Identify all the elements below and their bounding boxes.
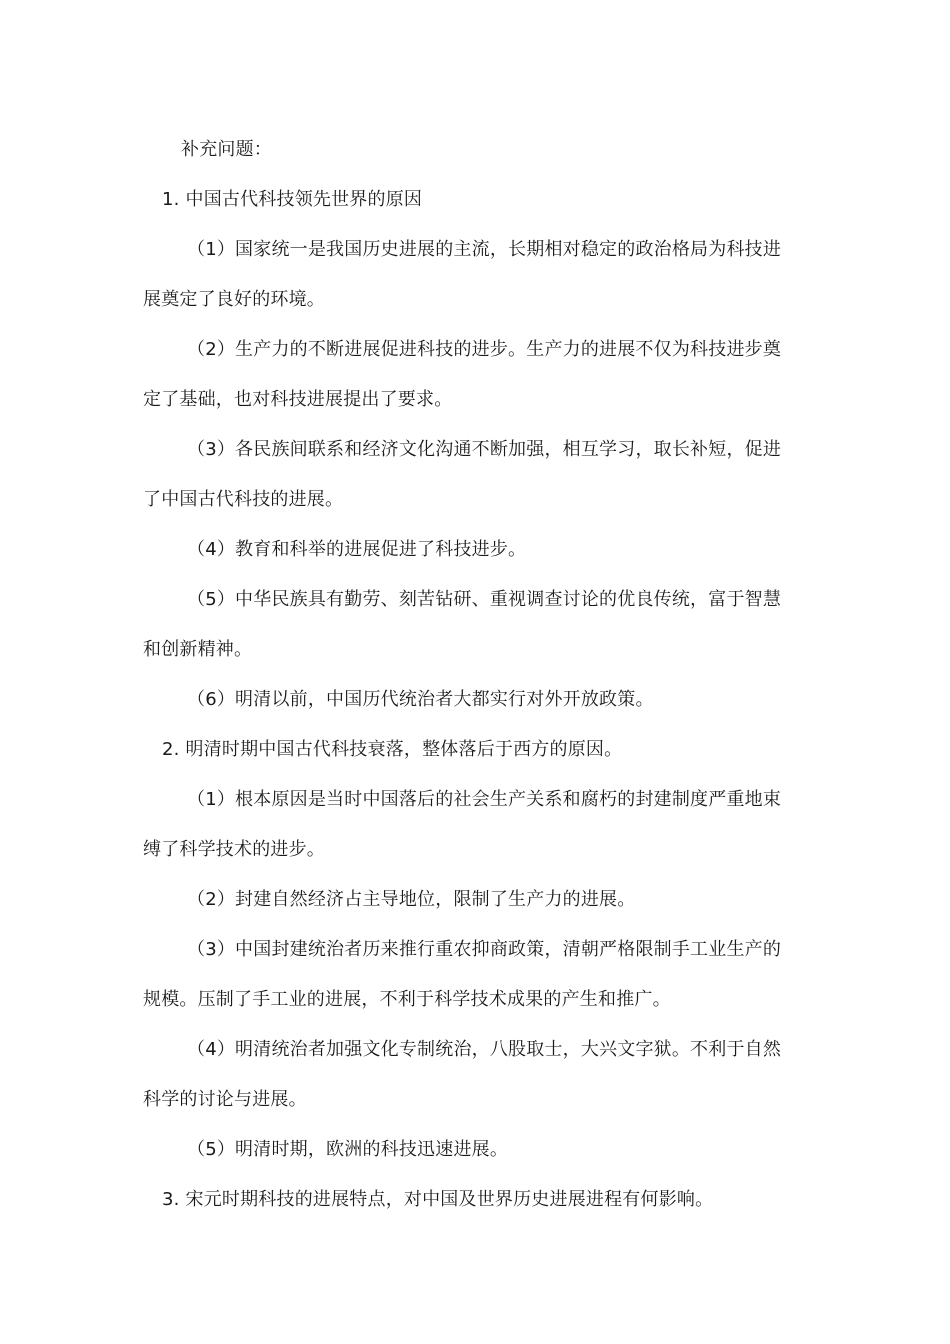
item-line-continued: 科学的讨论与进展。 xyxy=(143,1089,307,1110)
item-line: （5）中华民族具有勤劳、刻苦钻研、重视调查讨论的优良传统，富于智慧 xyxy=(187,589,782,610)
section-title: 3. 宋元时期科技的进展特点，对中国及世界历史进展进程有何影响。 xyxy=(162,1189,714,1210)
item-line: （4）教育和科举的进展促进了科技进步。 xyxy=(187,539,527,560)
item-line: （3）中国封建统治者历来推行重农抑商政策，清朝严格限制手工业生产的 xyxy=(187,939,782,960)
item-line-continued: 和创新精神。 xyxy=(143,639,253,660)
section-title: 2. 明清时期中国古代科技衰落，整体落后于西方的原因。 xyxy=(162,739,623,760)
item-line: （1）国家统一是我国历史进展的主流，长期相对稳定的政治格局为科技进 xyxy=(187,239,782,260)
item-line-continued: 定了基础，也对科技进展提出了要求。 xyxy=(143,389,453,410)
item-line-continued: 缚了科学技术的进步。 xyxy=(143,839,325,860)
item-line: （1）根本原因是当时中国落后的社会生产关系和腐朽的封建制度严重地束 xyxy=(187,789,782,810)
section-title: 1. 中国古代科技领先世界的原因 xyxy=(162,189,423,210)
item-line-continued: 了中国古代科技的进展。 xyxy=(143,489,344,510)
item-line: （2）生产力的不断进展促进科技的进步。生产力的进展不仅为科技进步奠 xyxy=(187,339,782,360)
item-line: （3）各民族间联系和经济文化沟通不断加强，相互学习，取长补短，促进 xyxy=(187,439,782,460)
item-line: （2）封建自然经济占主导地位，限制了生产力的进展。 xyxy=(187,889,636,910)
item-line: （5）明清时期，欧洲的科技迅速进展。 xyxy=(187,1139,509,1160)
document-heading: 补充问题： xyxy=(181,139,272,160)
item-line: （4）明清统治者加强文化专制统治，八股取士，大兴文字狱。不利于自然 xyxy=(187,1039,782,1060)
item-line-continued: 规模。压制了手工业的进展，不利于科学技术成果的产生和推广。 xyxy=(143,989,671,1010)
item-line-continued: 展奠定了良好的环境。 xyxy=(143,289,325,310)
item-line: （6）明清以前，中国历代统治者大都实行对外开放政策。 xyxy=(187,689,654,710)
